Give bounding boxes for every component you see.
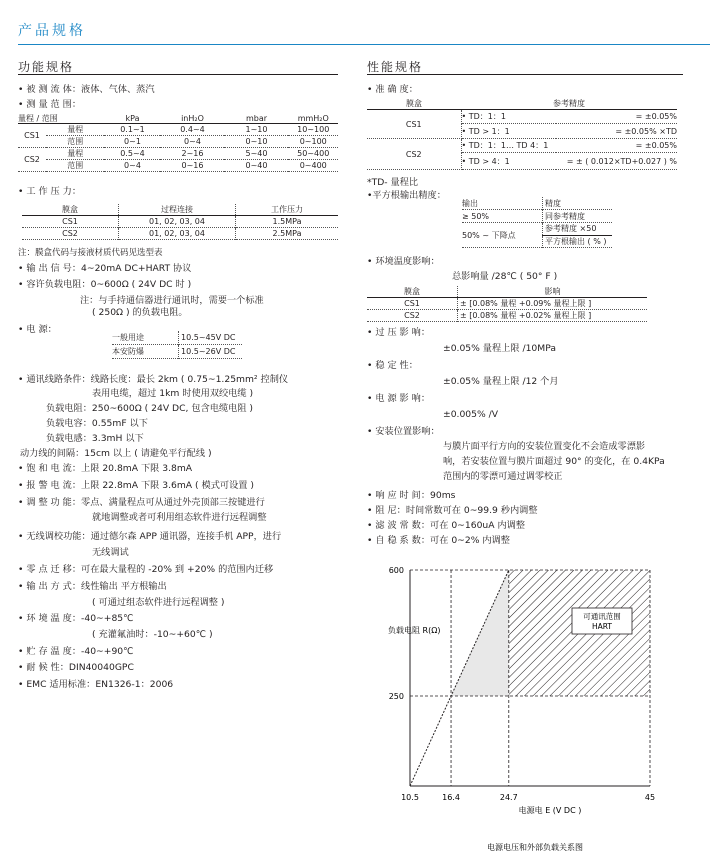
range-type: 范围 — [46, 136, 104, 148]
comm-line: 动力线的间隔：15cm 以上 ( 请避免平行配线 ) — [20, 448, 212, 459]
spec-line: • 输 出 方 式：线性输出 平方根输出 — [18, 581, 167, 592]
spec-line: • 无线调校功能：通过德尔森 APP 通讯器，连接手机 APP，进行 — [18, 531, 282, 542]
sqrt-label: •平方根输出精度： — [367, 190, 446, 201]
pressure-header: 膜盒 — [22, 204, 119, 216]
range-type: 量程 — [46, 124, 104, 136]
temp-header: 膜盒 — [367, 286, 458, 298]
range-cell: 0~100 — [288, 136, 338, 148]
sqrt-cell: 同参考精度 — [545, 211, 585, 221]
spec-line: • 贮 存 温 度：-40~+90℃ — [18, 646, 134, 657]
sqrt-cell: 参考精度 ×50 — [543, 223, 613, 236]
chart-annotation: HART — [591, 622, 613, 631]
accuracy-cond: • TD：1：1… TD 4：1 — [461, 139, 556, 153]
accuracy-header: 膜盒 — [406, 99, 422, 108]
range-cell: 0~400 — [288, 160, 338, 172]
accuracy-cond: • TD > 4：1 — [461, 153, 556, 170]
spec-line: • 零 点 迁 移：可在最大量程的 -20% 到 +20% 的范围内迁移 — [18, 564, 274, 575]
title-rule — [18, 44, 710, 45]
chart-y-tick-label: 600 — [388, 566, 404, 575]
accuracy-label: • 准 确 度： — [367, 84, 418, 95]
range-cell: 0~16 — [160, 160, 224, 172]
power-cell: 10.5~45V DC — [181, 333, 236, 342]
range-header: inH₂O — [181, 114, 204, 123]
temp-table — [367, 286, 647, 322]
range-group: CS2 — [18, 148, 46, 172]
stability-value: ±0.05% 量程上限 /12 个月 — [443, 376, 559, 387]
range-table — [18, 114, 338, 172]
power-effect-value: ±0.005% /V — [443, 409, 499, 420]
spec-line: ( 充灌氟油时：-10~+60℃ ) — [92, 629, 213, 640]
mount-line: 响，若安装位置与膜片面超过 90° 的变化，在 0.4KPa — [443, 456, 665, 467]
range-cell: 5~40 — [224, 148, 288, 160]
tail-line: • 阻 尼：时间常数可在 0~99.9 秒内调整 — [367, 505, 538, 516]
chart-x-tick-label: 16.4 — [442, 793, 460, 802]
page-title: 产品规格 — [18, 23, 86, 39]
mount-line: 范围内的零漂可通过调零校正 — [443, 471, 563, 482]
stability-label: • 稳 定 性： — [367, 360, 418, 371]
range-cell: 0.5~4 — [104, 148, 160, 160]
range-cell: 0~10 — [224, 136, 288, 148]
accuracy-group: CS1 — [367, 110, 461, 139]
comm-line: 负载电阻：250~600Ω ( 24V DC, 包含电缆电阻 ) — [46, 403, 254, 414]
pressure-label: • 工 作 压 力： — [18, 186, 82, 197]
range-cell: 0~40 — [224, 160, 288, 172]
tail-line: • 滤 波 常 数：可在 0~160uA 内调整 — [367, 520, 526, 531]
sqrt-cell: ≥ 50% — [462, 210, 543, 223]
sqrt-cell: 精度 — [545, 198, 561, 208]
chart-x-tick-label: 24.7 — [499, 793, 518, 802]
range-cell: 0~4 — [104, 160, 160, 172]
range-cell: 0.4~4 — [160, 124, 224, 136]
range-cell: 0.1~1 — [104, 124, 160, 136]
range-header: 量程 / 范围 — [18, 114, 58, 123]
pressure-cell: 01, 02, 03, 04 — [119, 216, 236, 228]
accuracy-cond: • TD > 1：1 — [461, 124, 556, 139]
range-type: 量程 — [46, 148, 104, 160]
chart-ylabel-text: 负载电阻 R(Ω) — [388, 626, 441, 635]
chart-y-tick-label: 250 — [388, 692, 404, 701]
pressure-header: 过程连接 — [119, 204, 236, 216]
range-header: mbar — [245, 114, 268, 123]
power-cell: 一般用途 — [112, 331, 179, 345]
pressure-cell: CS2 — [22, 228, 119, 240]
range-cell: 2~16 — [160, 148, 224, 160]
accuracy-value: = ±0.05% — [556, 139, 677, 153]
range-type: 范围 — [46, 160, 104, 172]
right-section-title: 性能规格 — [367, 60, 424, 74]
fluid-line: • 被 测 流 体：液体、气体、蒸汽 — [18, 84, 155, 95]
temp-header: 影响 — [544, 287, 561, 296]
range-header: kPa — [125, 114, 140, 123]
mount-line: 与膜片面平行方向的安装位置变化不会造成零漂影 — [443, 441, 646, 452]
range-group: CS1 — [18, 124, 46, 148]
accuracy-value: = ±0.05% ×TD — [556, 124, 677, 139]
accuracy-cond: • TD：1：1 — [461, 110, 556, 124]
pressure-cell: 01, 02, 03, 04 — [119, 228, 236, 240]
temp-cell: ± [0.08% 量程 +0.09% 量程上限 ] — [460, 299, 592, 308]
sqrt-cell: 50% ~ 下降点 — [462, 223, 543, 248]
load-note-1: 注：与手持通信器进行通讯时，需要一个标准 — [80, 295, 264, 306]
spec-line: 就地调整或者可利用组态软件进行远程调整 — [92, 512, 267, 523]
spec-line: • 耐 候 性：DIN40040GPC — [18, 662, 134, 673]
output-signal: • 输 出 信 号：4~20mA DC+HART 协议 — [18, 263, 192, 274]
sqrt-cell: 平方根输出 ( % ) — [545, 236, 607, 246]
comm-line: • 通讯线路条件：线路长度：最长 2km ( 0.75~1.25mm² 控制仪 — [18, 374, 289, 385]
range-cell: 10~100 — [288, 124, 338, 136]
chart-x-tick-label: 45 — [644, 793, 656, 802]
overpressure-value: ±0.05% 量程上限 /10MPa — [443, 343, 556, 354]
left-section-title: 功能规格 — [18, 60, 75, 74]
range-cell: 1~10 — [224, 124, 288, 136]
comm-line: 负载电感：3.3mH 以下 — [46, 433, 144, 444]
spec-line: • EMC 适用标准：EN1326-1：2006 — [18, 679, 174, 690]
td-note: *TD- 量程比 — [367, 177, 419, 188]
spec-line: • 饱 和 电 流：上限 20.8mA 下限 3.8mA — [18, 463, 193, 474]
spec-line: 无线调试 — [92, 547, 129, 558]
range-header: mmH₂O — [297, 114, 329, 123]
pressure-table — [22, 204, 338, 240]
temp-sub: 总影响量 /28℃ ( 50° F ) — [452, 271, 558, 282]
accuracy-value: = ±0.05% — [556, 110, 677, 124]
chart-title: 电源电压和外部负载关系图 — [487, 843, 583, 852]
pressure-cell: CS1 — [22, 216, 119, 228]
overpressure-label: • 过 压 影 响： — [367, 327, 431, 338]
accuracy-table — [367, 98, 677, 170]
range-cell: 50~400 — [288, 148, 338, 160]
spec-line: • 环 境 温 度：-40~+85℃ — [18, 613, 134, 624]
chart-annotation: 可通讯范围 — [583, 612, 621, 621]
range-cell: 0~4 — [160, 136, 224, 148]
temp-cell: CS1 — [367, 298, 458, 310]
tail-line: • 响 应 时 间：90ms — [367, 490, 456, 501]
spec-line: • 报 警 电 流：上限 22.8mA 下限 3.6mA ( 模式可设置 ) — [18, 480, 254, 491]
power-table — [112, 331, 242, 359]
tail-line: • 自 稳 系 数：可在 0~2% 内调整 — [367, 535, 510, 546]
material-note: 注：膜盒代码与接液材质代码见选型表 — [18, 248, 163, 258]
comm-line: 负载电容：0.55mF 以下 — [46, 418, 148, 429]
range-label: • 测 量 范 围： — [18, 99, 82, 110]
temp-cell: CS2 — [367, 310, 458, 322]
sqrt-table — [462, 197, 612, 248]
left-section-rule — [18, 74, 338, 75]
accuracy-group: CS2 — [367, 139, 461, 170]
pressure-cell: 2.5MPa — [272, 229, 302, 238]
range-cell: 0~1 — [104, 136, 160, 148]
load-resistance: • 容许负载电阻：0~600Ω ( 24V DC 时 ) — [18, 279, 192, 290]
chart-ylabel — [388, 625, 440, 635]
sqrt-cell: 输出 — [462, 197, 543, 210]
right-section-rule — [367, 74, 683, 75]
load-note-2: ( 250Ω ) 的负载电阻。 — [92, 307, 188, 318]
accuracy-header: 参考精度 — [553, 99, 585, 108]
power-label: • 电 源： — [18, 324, 57, 335]
pressure-cell: 1.5MPa — [272, 217, 302, 226]
chart-xlabel: 电源电 E (V DC ) — [518, 806, 582, 815]
mount-label: • 安装位置影响： — [367, 426, 440, 437]
accuracy-value: = ± ( 0.012×TD+0.027 ) % — [556, 153, 677, 170]
temp-label: • 环境温度影响： — [367, 256, 440, 267]
power-cell: 10.5~26V DC — [181, 347, 236, 356]
chart-plot-area — [389, 566, 655, 802]
comm-line: 表用电缆，超过 1km 时使用双绞电缆 ) — [92, 388, 254, 399]
temp-cell: ± [0.08% 量程 +0.02% 量程上限 ] — [460, 311, 592, 320]
chart-x-tick-label: 10.5 — [401, 793, 419, 802]
power-cell: 本安防爆 — [112, 345, 179, 359]
pressure-header: 工作压力 — [271, 205, 303, 214]
power-effect-label: • 电 源 影 响： — [367, 393, 431, 404]
spec-line: ( 可通过组态软件进行远程调整 ) — [92, 597, 225, 608]
load-chart — [360, 566, 700, 860]
spec-line: • 调 整 功 能：零点、满量程点可从通过外壳顶部三按键进行 — [18, 497, 265, 508]
